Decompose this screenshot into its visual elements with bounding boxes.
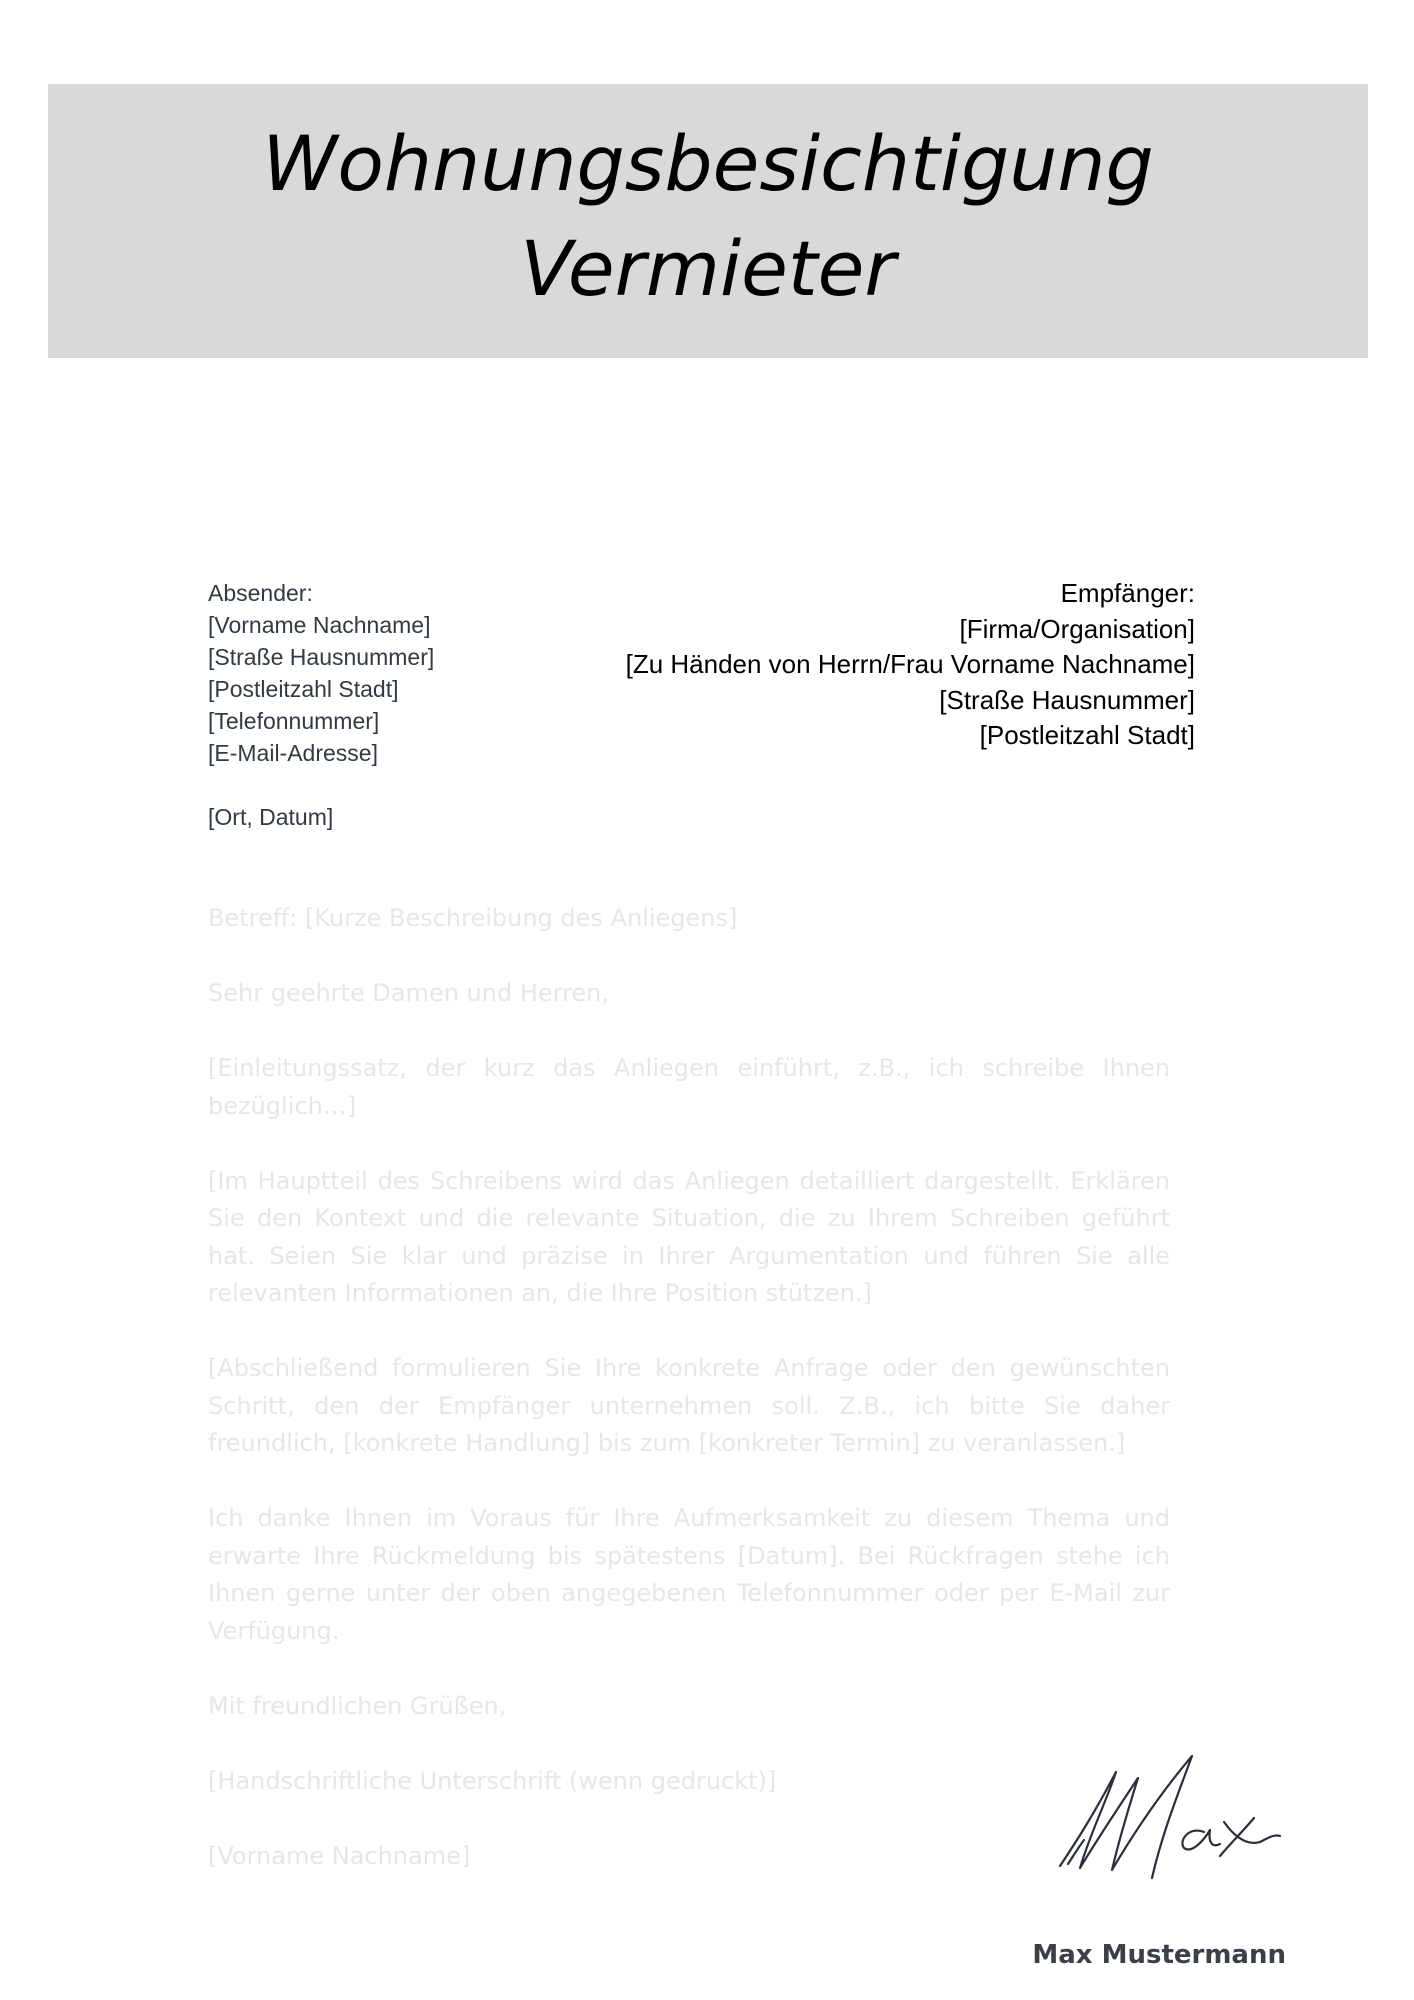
sender-street: [Straße Hausnummer] — [208, 644, 435, 670]
document-title-line-1: Wohnungsbesichtigung — [262, 119, 1154, 208]
letter-body — [208, 900, 1170, 1913]
sender-name: [Vorname Nachname] — [208, 612, 431, 638]
salutation: Sehr geehrte Damen und Herren, — [208, 979, 610, 1007]
sender-phone: [Telefonnummer] — [208, 708, 380, 734]
document-title-line-2: Vermieter — [520, 224, 896, 313]
signer-name: Max Mustermann — [1032, 1940, 1286, 1970]
sender-postal-city: [Postleitzahl Stadt] — [208, 676, 399, 702]
recipient-company: [Firma/Organisation] — [959, 613, 1195, 644]
recipient-postal-city: [Postleitzahl Stadt] — [979, 720, 1195, 750]
handwritten-signature — [1054, 1750, 1284, 1890]
sender-email: [E-Mail-Adresse] — [208, 740, 378, 766]
paragraph-intro: [Einleitungssatz, der kurz das Anliegen einführt, z.B., ich schreibe Ihnen bezüglich…] — [208, 1054, 1170, 1120]
recipient-label: Empfänger: — [1060, 578, 1195, 608]
paragraph-main: [Im Hauptteil des Schreibens wird das Anliegen detailliert dargestellt. Erklären Sie den Kontext und die relevante Situation, die zu Ihrem Schreiben geführt hat. Seien Sie klar und präzise in Ihrer Argumentation und führen Sie alle relevanten Informationen an, die Ihre Position stützen.] — [208, 1166, 1170, 1307]
sender-spacer — [208, 769, 434, 801]
sender-label: Absender: — [208, 580, 313, 606]
recipient-street: [Straße Hausnummer] — [939, 684, 1195, 715]
name-placeholder: [Vorname Nachname] — [208, 1841, 471, 1870]
title-banner — [48, 84, 1368, 358]
paragraph-thanks: Ich danke Ihnen im Voraus für Ihre Aufmerksamkeit zu diesem Thema und erwarte Ihre Rückmeldung bis spätestens [Datum]. Bei Rückfragen stehe ich Ihnen gerne unter der oben angegebenen Telefonnummer oder per E-Mail zur Verfügung. — [208, 1504, 1170, 1645]
paragraph-request: [Abschließend formulieren Sie Ihre konkrete Anfrage oder den gewünschten Schritt, den der Empfänger unternehmen soll. Z.B., ich bitte Sie daher freundlich, [konkrete Handlung] bis zum [konkreter Termin] zu veranlassen.] — [208, 1354, 1170, 1457]
subject-line: Betreff: [Kurze Beschreibung des Anliegens] — [208, 904, 738, 932]
recipient-attention: [Zu Händen von Herrn/Frau Vorname Nachname] — [625, 649, 1195, 679]
sender-block — [208, 577, 434, 833]
recipient-block — [626, 576, 1195, 754]
closing: Mit freundlichen Grüßen, — [208, 1691, 507, 1720]
signature-placeholder: [Handschriftliche Unterschrift (wenn gedruckt)] — [208, 1766, 777, 1795]
place-date: [Ort, Datum] — [208, 804, 334, 830]
